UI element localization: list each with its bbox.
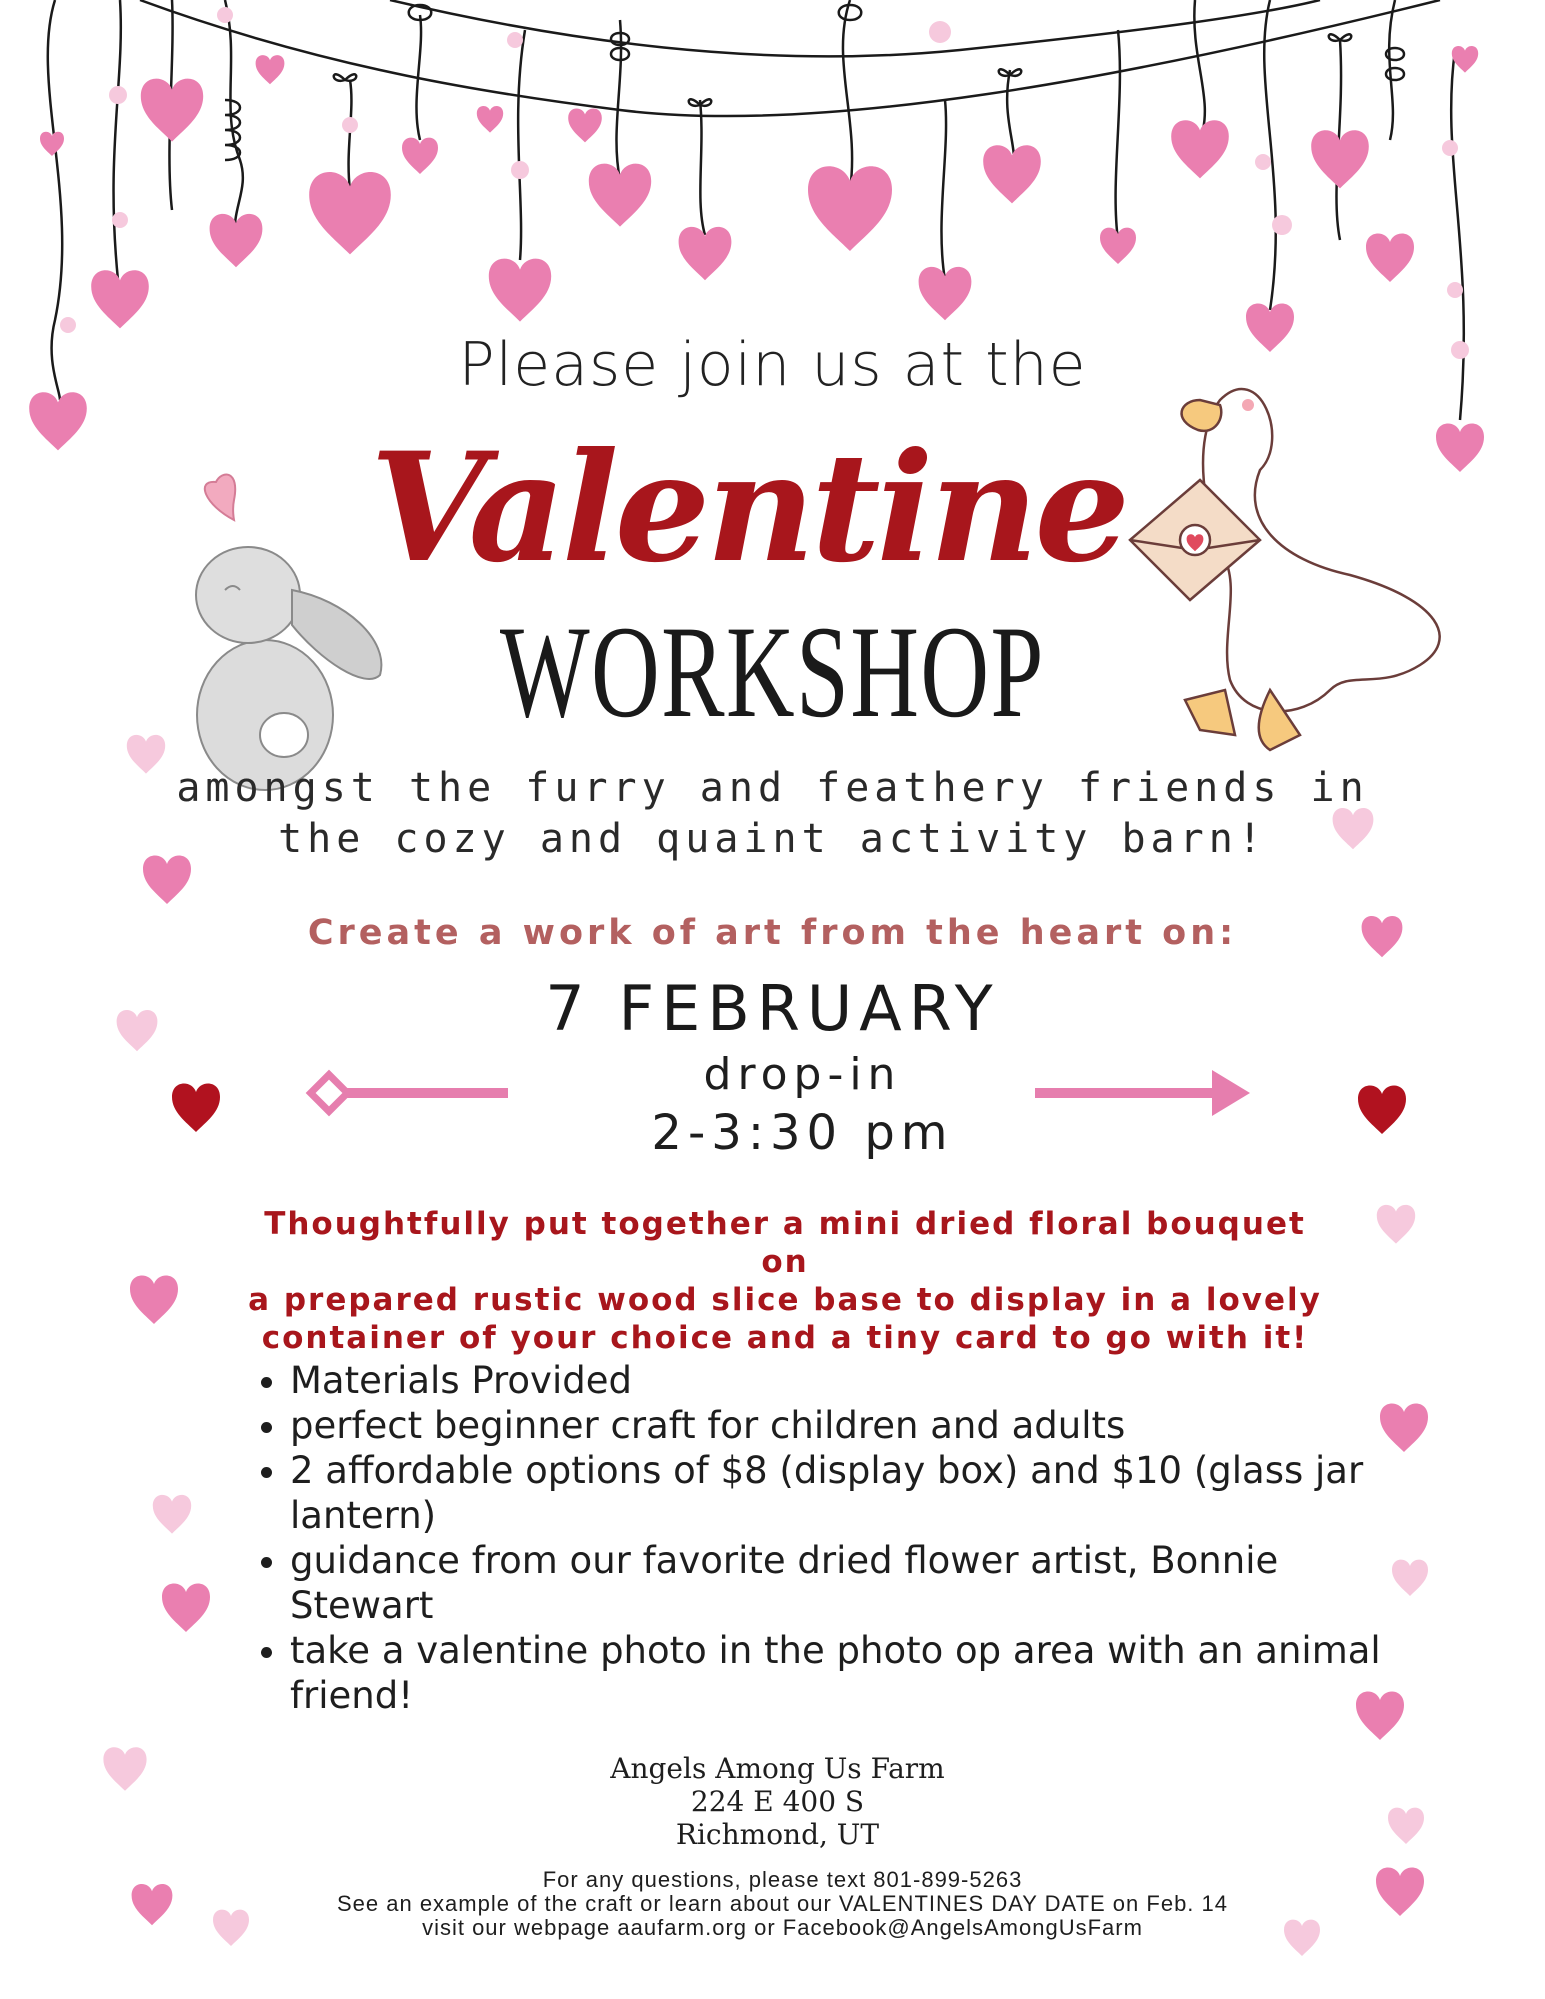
description (235, 1205, 1335, 1357)
list-item: • guidance from our favorite dried flower artist, Bonnie Stewart (290, 1538, 1400, 1628)
workshop-title: WORKSHOP (499, 598, 1045, 745)
farm-name: Angels Among Us Farm (610, 1752, 945, 1785)
drop-in-label: drop-in (703, 1049, 902, 1100)
list-item: • Materials Provided (290, 1358, 1400, 1403)
event-time: 2-3:30 pm (651, 1105, 954, 1161)
description-line: container of your choice and a tiny card to go with it! (261, 1320, 1309, 1356)
list-item: • perfect beginner craft for children and adults (290, 1403, 1400, 1448)
description-line: a prepared rustic wood slice base to display in a lovely (248, 1282, 1322, 1318)
list-item: • take a valentine photo in the photo op area with an animal friend! (290, 1628, 1400, 1718)
footer-line: See an example of the craft or learn about our VALENTINES DAY DATE on Feb. 14 (336, 1891, 1228, 1916)
valentine-title: Valentine (370, 420, 1127, 596)
street-address: 224 E 400 S (690, 1785, 865, 1818)
footer-line: visit our webpage aaufarm.org or Facebook@AngelsAmongUsFarm (422, 1915, 1143, 1940)
list-item: • 2 affordable options of $8 (display box) and $10 (glass jar lantern) (290, 1448, 1400, 1538)
city-state: Richmond, UT (675, 1818, 880, 1851)
description-line: Thoughtfully put together a mini dried floral bouquet on (264, 1206, 1306, 1280)
details-list (245, 1358, 1400, 1718)
footer-contact (10, 1868, 1545, 1940)
tagline-line-2: the cozy and quaint activity barn! (278, 816, 1267, 862)
event-date: 7 FEBRUARY (545, 972, 1000, 1045)
tagline-line-1: amongst the furry and feathery friends in (176, 765, 1369, 811)
footer-line: For any questions, please text 801-899-5263 (542, 1867, 1023, 1892)
intro-text: Please join us at the (458, 330, 1087, 400)
create-line: Create a work of art from the heart on: (307, 913, 1238, 953)
address-block (5, 1752, 1545, 1851)
